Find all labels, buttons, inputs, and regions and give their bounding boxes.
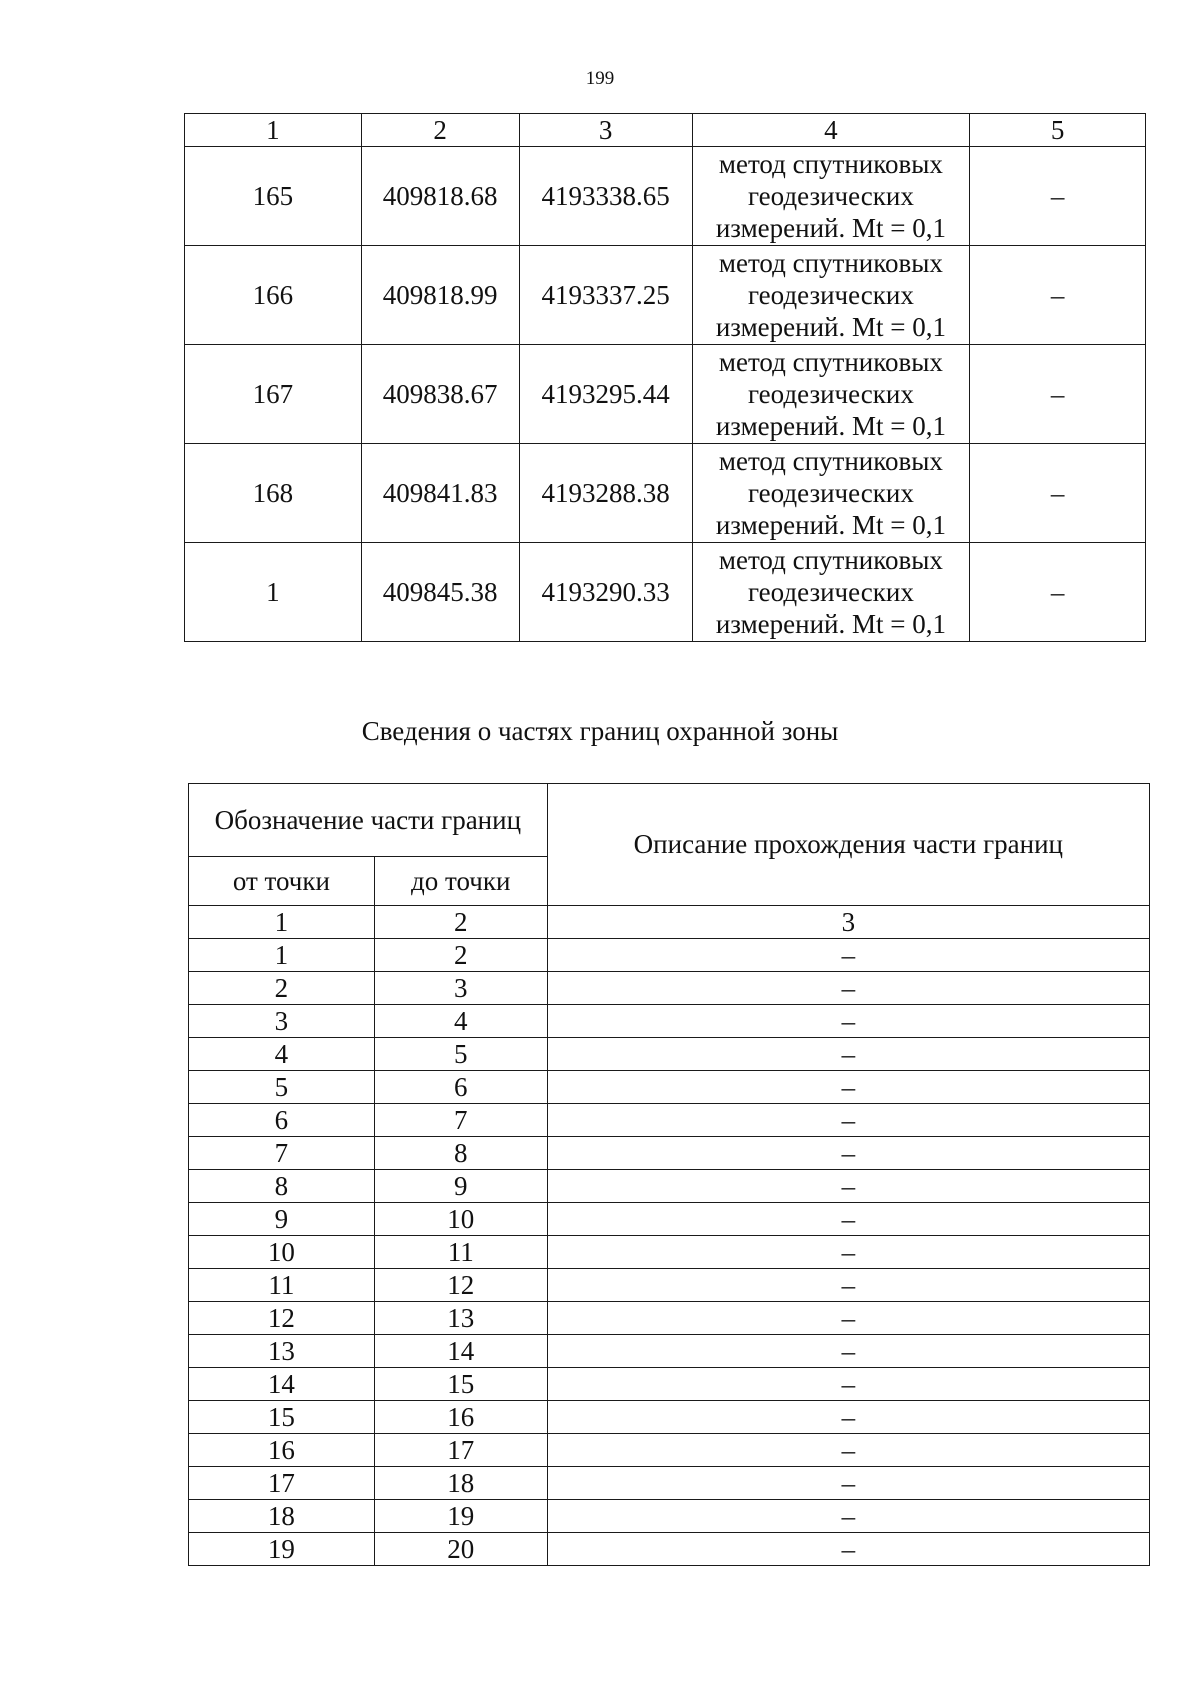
description-cell: – [547, 1533, 1149, 1566]
boundary-part-row [189, 1302, 1150, 1335]
from-point-cell: 1 [189, 939, 375, 972]
from-point-cell: 2 [189, 972, 375, 1005]
column-number-cell: 3 [519, 114, 692, 147]
from-point-cell: 8 [189, 1170, 375, 1203]
point-number-cell: 168 [185, 444, 362, 543]
from-point-cell: 12 [189, 1302, 375, 1335]
coordinates-header-row [185, 114, 1146, 147]
to-point-cell: 17 [374, 1434, 547, 1467]
column-number-cell: 2 [361, 114, 519, 147]
from-point-cell: 18 [189, 1500, 375, 1533]
description-cell: – [547, 1038, 1149, 1071]
to-point-header: до точки [374, 857, 547, 906]
boundary-part-row [189, 1335, 1150, 1368]
column-number-cell: 4 [692, 114, 970, 147]
y-coordinate-cell: 4193338.65 [519, 147, 692, 246]
method-line: геодезических [747, 280, 914, 310]
description-cell: – [547, 972, 1149, 1005]
column-number-cell: 2 [374, 906, 547, 939]
method-line: геодезических [747, 379, 914, 409]
from-point-cell: 19 [189, 1533, 375, 1566]
boundary-part-row [189, 1137, 1150, 1170]
description-cell: – [547, 1170, 1149, 1203]
column-number-cell: 1 [185, 114, 362, 147]
to-point-cell: 3 [374, 972, 547, 1005]
description-header: Описание прохождения части границ [547, 784, 1149, 906]
from-point-cell: 10 [189, 1236, 375, 1269]
from-point-cell: 17 [189, 1467, 375, 1500]
to-point-cell: 4 [374, 1005, 547, 1038]
coordinate-row [185, 543, 1146, 642]
y-coordinate-cell: 4193295.44 [519, 345, 692, 444]
boundary-part-row [189, 1038, 1150, 1071]
point-number-cell: 166 [185, 246, 362, 345]
coordinate-row [185, 147, 1146, 246]
column-number-cell: 3 [547, 906, 1149, 939]
to-point-cell: 20 [374, 1533, 547, 1566]
from-point-cell: 5 [189, 1071, 375, 1104]
y-coordinate-cell: 4193290.33 [519, 543, 692, 642]
point-number-cell: 1 [185, 543, 362, 642]
description-cell: – [547, 1434, 1149, 1467]
dash-cell: – [970, 543, 1146, 642]
parts-header-row [189, 784, 1150, 857]
boundary-part-row [189, 1203, 1150, 1236]
dash-cell: – [970, 345, 1146, 444]
to-point-cell: 14 [374, 1335, 547, 1368]
from-point-cell: 15 [189, 1401, 375, 1434]
description-cell: – [547, 1071, 1149, 1104]
method-cell [692, 246, 970, 345]
coordinate-row [185, 444, 1146, 543]
boundary-part-row [189, 1005, 1150, 1038]
y-coordinate-cell: 4193337.25 [519, 246, 692, 345]
method-cell [692, 345, 970, 444]
description-cell: – [547, 1302, 1149, 1335]
to-point-cell: 18 [374, 1467, 547, 1500]
point-number-cell: 165 [185, 147, 362, 246]
from-point-cell: 16 [189, 1434, 375, 1467]
method-cell [692, 147, 970, 246]
from-point-cell: 3 [189, 1005, 375, 1038]
method-line: геодезических [747, 181, 914, 211]
method-cell [692, 444, 970, 543]
x-coordinate-cell: 409838.67 [361, 345, 519, 444]
method-line: измерений. Mt = 0,1 [715, 312, 946, 342]
method-line: измерений. Mt = 0,1 [715, 609, 946, 639]
method-line: метод спутниковых [718, 446, 943, 476]
from-point-cell: 13 [189, 1335, 375, 1368]
from-point-cell: 14 [189, 1368, 375, 1401]
method-cell [692, 543, 970, 642]
to-point-cell: 7 [374, 1104, 547, 1137]
boundary-part-row [189, 972, 1150, 1005]
from-point-header: от точки [189, 857, 375, 906]
from-point-cell: 6 [189, 1104, 375, 1137]
description-cell: – [547, 1269, 1149, 1302]
section-title: Сведения о частях границ охранной зоны [361, 716, 839, 746]
page-number: 199 [585, 68, 615, 89]
to-point-cell: 13 [374, 1302, 547, 1335]
description-cell: – [547, 1500, 1149, 1533]
point-number-cell: 167 [185, 345, 362, 444]
to-point-cell: 15 [374, 1368, 547, 1401]
boundary-part-row [189, 939, 1150, 972]
to-point-cell: 19 [374, 1500, 547, 1533]
from-point-cell: 9 [189, 1203, 375, 1236]
description-cell: – [547, 1005, 1149, 1038]
boundary-part-row [189, 1269, 1150, 1302]
x-coordinate-cell: 409841.83 [361, 444, 519, 543]
boundary-part-row [189, 1170, 1150, 1203]
method-line: измерений. Mt = 0,1 [715, 213, 946, 243]
designation-header: Обозначение части границ [189, 784, 548, 857]
description-cell: – [547, 1203, 1149, 1236]
boundary-part-row [189, 1368, 1150, 1401]
boundary-part-row [189, 1401, 1150, 1434]
to-point-cell: 8 [374, 1137, 547, 1170]
column-number-cell: 1 [189, 906, 375, 939]
method-line: метод спутниковых [718, 545, 943, 575]
y-coordinate-cell: 4193288.38 [519, 444, 692, 543]
from-point-cell: 4 [189, 1038, 375, 1071]
description-cell: – [547, 939, 1149, 972]
method-line: измерений. Mt = 0,1 [715, 411, 946, 441]
boundary-part-row [189, 1467, 1150, 1500]
method-line: метод спутниковых [718, 149, 943, 179]
boundary-part-row [189, 1104, 1150, 1137]
coordinate-row [185, 345, 1146, 444]
parts-column-number-row [189, 906, 1150, 939]
to-point-cell: 11 [374, 1236, 547, 1269]
description-cell: – [547, 1137, 1149, 1170]
description-cell: – [547, 1401, 1149, 1434]
boundary-parts-table [188, 783, 1150, 1566]
to-point-cell: 9 [374, 1170, 547, 1203]
coordinate-row [185, 246, 1146, 345]
dash-cell: – [970, 246, 1146, 345]
x-coordinate-cell: 409818.68 [361, 147, 519, 246]
x-coordinate-cell: 409818.99 [361, 246, 519, 345]
boundary-part-row [189, 1500, 1150, 1533]
description-cell: – [547, 1368, 1149, 1401]
from-point-cell: 7 [189, 1137, 375, 1170]
to-point-cell: 2 [374, 939, 547, 972]
method-line: метод спутниковых [718, 347, 943, 377]
to-point-cell: 16 [374, 1401, 547, 1434]
to-point-cell: 12 [374, 1269, 547, 1302]
boundary-part-row [189, 1533, 1150, 1566]
column-number-cell: 5 [970, 114, 1146, 147]
description-cell: – [547, 1236, 1149, 1269]
to-point-cell: 6 [374, 1071, 547, 1104]
to-point-cell: 5 [374, 1038, 547, 1071]
method-line: геодезических [747, 478, 914, 508]
to-point-cell: 10 [374, 1203, 547, 1236]
method-line: измерений. Mt = 0,1 [715, 510, 946, 540]
dash-cell: – [970, 444, 1146, 543]
description-cell: – [547, 1335, 1149, 1368]
dash-cell: – [970, 147, 1146, 246]
from-point-cell: 11 [189, 1269, 375, 1302]
method-line: геодезических [747, 577, 914, 607]
x-coordinate-cell: 409845.38 [361, 543, 519, 642]
method-line: метод спутниковых [718, 248, 943, 278]
description-cell: – [547, 1104, 1149, 1137]
boundary-part-row [189, 1071, 1150, 1104]
boundary-part-row [189, 1434, 1150, 1467]
boundary-part-row [189, 1236, 1150, 1269]
description-cell: – [547, 1467, 1149, 1500]
coordinates-table [184, 113, 1146, 642]
